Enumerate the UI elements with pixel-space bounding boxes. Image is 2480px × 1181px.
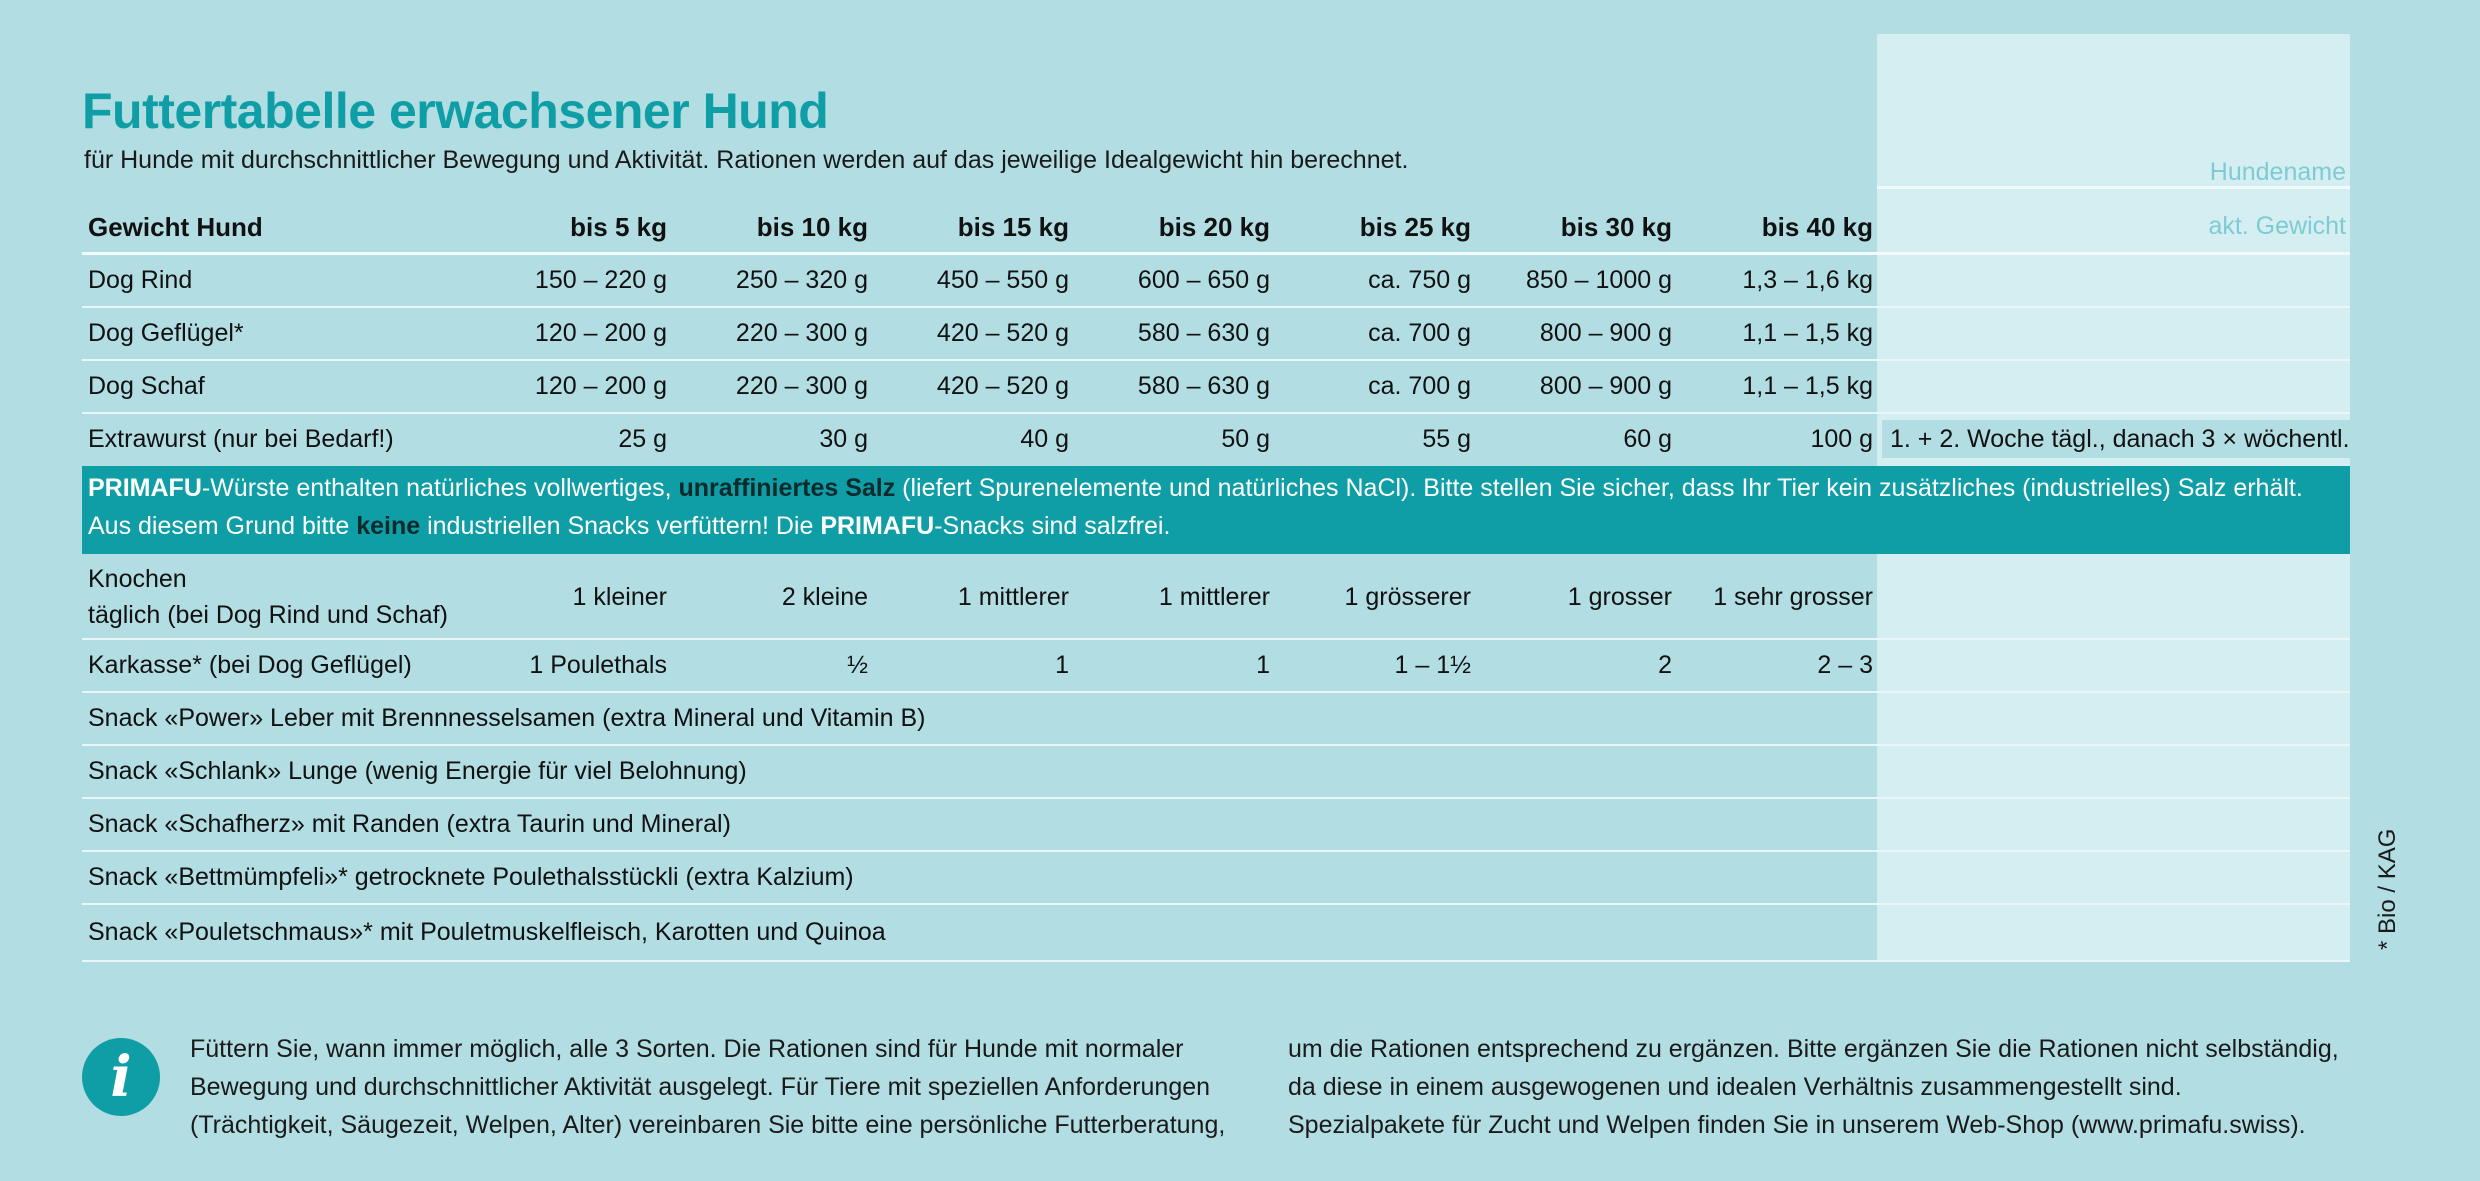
banner-line-2 <box>88 512 1170 541</box>
info-line: Spezialpakete für Zucht und Welpen finden Sie in unserem Web-Shop (www.primafu.swiss). <box>1288 1111 2306 1139</box>
header-cell: bis 5 kg <box>570 212 667 242</box>
table-cell: 25 g <box>618 425 667 453</box>
banner-text: industriellen Snacks verfüttern! Die <box>420 512 821 540</box>
table-cell: 2 <box>1658 651 1672 679</box>
table-cell: 800 – 900 g <box>1539 372 1672 400</box>
table-row <box>82 361 2350 414</box>
table-cell: 800 – 900 g <box>1539 319 1672 347</box>
table-row <box>82 308 2350 361</box>
table-cell: 580 – 630 g <box>1137 372 1270 400</box>
dog-name-label: Hundename <box>2209 158 2346 186</box>
table-cell: 1 grosser <box>1567 583 1672 611</box>
table-cell: 30 g <box>819 425 868 453</box>
snack-label: Snack «Schafherz» mit Randen (extra Taurin und Mineral) <box>88 810 731 838</box>
banner-text: (liefert Spurenelemente und natürliches NaCl). Bitte stellen Sie sicher, dass Ihr Tier kein zusätzliches (industrielles) Salz erhält. <box>895 474 2303 502</box>
table-cell: 1 mittlerer <box>957 583 1069 611</box>
row-label: Dog Geflügel* <box>88 319 244 347</box>
brand-text: PRIMAFU <box>820 512 935 540</box>
banner-text: -Würste enthalten natürliches vollwertiges, <box>201 474 679 502</box>
table-cell: 1 <box>1256 651 1270 679</box>
table-cell: 1 mittlerer <box>1158 583 1270 611</box>
table-cell: 1 kleiner <box>572 583 667 611</box>
snack-label: Snack «Bettmümpfeli»* getrocknete Poulethalsstückli (extra Kalzium) <box>88 863 854 891</box>
table-cell: 150 – 220 g <box>534 266 667 294</box>
snack-row <box>82 852 2350 905</box>
table-cell: 40 g <box>1020 425 1069 453</box>
row-label: Karkasse* (bei Dog Geflügel) <box>88 651 412 679</box>
table-cell: 1,1 – 1,5 kg <box>1742 319 1873 347</box>
header-cell: bis 20 kg <box>1158 212 1270 242</box>
table-cell: ca. 700 g <box>1368 372 1471 400</box>
table-cell: 420 – 520 g <box>936 372 1069 400</box>
snack-row <box>82 799 2350 852</box>
banner-highlight: keine <box>356 512 421 540</box>
table-row <box>82 640 2350 693</box>
extrawurst-note: 1. + 2. Woche tägl., danach 3 × wöchentl. <box>1882 420 2358 458</box>
info-icon: i <box>82 1038 160 1116</box>
current-weight-label: akt. Gewicht <box>2208 212 2346 240</box>
snack-label: Snack «Pouletschmaus»* mit Pouletmuskelfleisch, Karotten und Quinoa <box>88 918 886 946</box>
table-cell: ca. 750 g <box>1368 266 1471 294</box>
header-cell: bis 25 kg <box>1359 212 1471 242</box>
header-cell-weight: Gewicht Hund <box>88 212 263 242</box>
banner-text: -Snacks sind salzfrei. <box>934 512 1171 540</box>
snack-row <box>82 693 2350 746</box>
header-cell: bis 30 kg <box>1560 212 1672 242</box>
table-cell: 1,1 – 1,5 kg <box>1742 372 1873 400</box>
snack-label: Snack «Schlank» Lunge (wenig Energie für viel Belohnung) <box>88 757 747 785</box>
table-cell: 100 g <box>1810 425 1873 453</box>
snack-label: Snack «Power» Leber mit Brennnesselsamen (extra Mineral und Vitamin B) <box>88 704 926 732</box>
info-line: Füttern Sie, wann immer möglich, alle 3 Sorten. Die Rationen sind für Hunde mit normaler <box>190 1035 1184 1063</box>
row-label: Dog Schaf <box>88 372 205 400</box>
info-line: da diese in einem ausgewogenen und idealen Verhältnis zusammengestellt sind. <box>1288 1073 2182 1101</box>
table-row <box>82 414 2350 464</box>
page-subtitle: für Hunde mit durchschnittlicher Bewegung und Aktivität. Rationen werden auf das jeweilige Idealgewicht hin berechnet. <box>84 146 1409 174</box>
page-title: Futtertabelle erwachsener Hund <box>82 83 829 139</box>
header-cell: bis 15 kg <box>957 212 1069 242</box>
row-label: Knochen <box>88 565 187 593</box>
table-cell: 2 kleine <box>781 583 868 611</box>
info-line: (Trächtigkeit, Säugezeit, Welpen, Alter) vereinbaren Sie bitte eine persönliche Futterberatung, <box>190 1111 1226 1139</box>
row-label: Dog Rind <box>88 266 193 294</box>
info-line: Bewegung und durchschnittlicher Aktivität ausgelegt. Für Tiere mit speziellen Anforderungen <box>190 1073 1211 1101</box>
info-text-left <box>190 1030 1225 1144</box>
table-cell: 850 – 1000 g <box>1526 266 1672 294</box>
table-cell: 450 – 550 g <box>936 266 1069 294</box>
table-cell: 60 g <box>1623 425 1672 453</box>
table-cell: 420 – 520 g <box>936 319 1069 347</box>
row-label: täglich (bei Dog Rind und Schaf) <box>88 601 448 629</box>
bio-footnote: * Bio / KAG <box>2374 828 2401 950</box>
table-cell: 55 g <box>1422 425 1471 453</box>
table-cell: ca. 700 g <box>1368 319 1471 347</box>
banner-text: Aus diesem Grund bitte <box>88 512 357 540</box>
row-label: Extrawurst (nur bei Bedarf!) <box>88 425 394 453</box>
table-cell: 220 – 300 g <box>735 319 868 347</box>
table-cell: 50 g <box>1221 425 1270 453</box>
info-line: um die Rationen entsprechend zu ergänzen. Bitte ergänzen Sie die Rationen nicht selbständig, <box>1288 1035 2339 1063</box>
table-cell: 1 – 1½ <box>1394 651 1471 679</box>
table-cell: ½ <box>847 651 868 679</box>
table-cell: 1 sehr grosser <box>1713 583 1873 611</box>
table-cell: 1 Poulethals <box>529 651 667 679</box>
table-cell: 1 <box>1055 651 1069 679</box>
table-row <box>82 255 2350 308</box>
table-cell: 600 – 650 g <box>1137 266 1270 294</box>
table-row <box>82 556 2350 640</box>
table-cell: 1,3 – 1,6 kg <box>1742 266 1873 294</box>
table-cell: 120 – 200 g <box>534 319 667 347</box>
banner-highlight: unraffiniertes Salz <box>678 474 896 502</box>
table-cell: 580 – 630 g <box>1137 319 1270 347</box>
table-cell: 120 – 200 g <box>534 372 667 400</box>
snack-row <box>82 746 2350 799</box>
salt-info-banner <box>82 466 2350 554</box>
table-cell: 220 – 300 g <box>735 372 868 400</box>
table-cell: 1 grösserer <box>1344 583 1471 611</box>
header-cell: bis 40 kg <box>1761 212 1873 242</box>
table-cell: 250 – 320 g <box>735 266 868 294</box>
banner-line-1 <box>88 474 2303 503</box>
table-cell: 2 – 3 <box>1817 651 1873 679</box>
snack-row <box>82 905 2350 962</box>
header-cell: bis 10 kg <box>756 212 868 242</box>
info-text-right <box>1288 1030 2339 1144</box>
table-header <box>82 206 2350 255</box>
brand-text: PRIMAFU <box>88 474 202 502</box>
